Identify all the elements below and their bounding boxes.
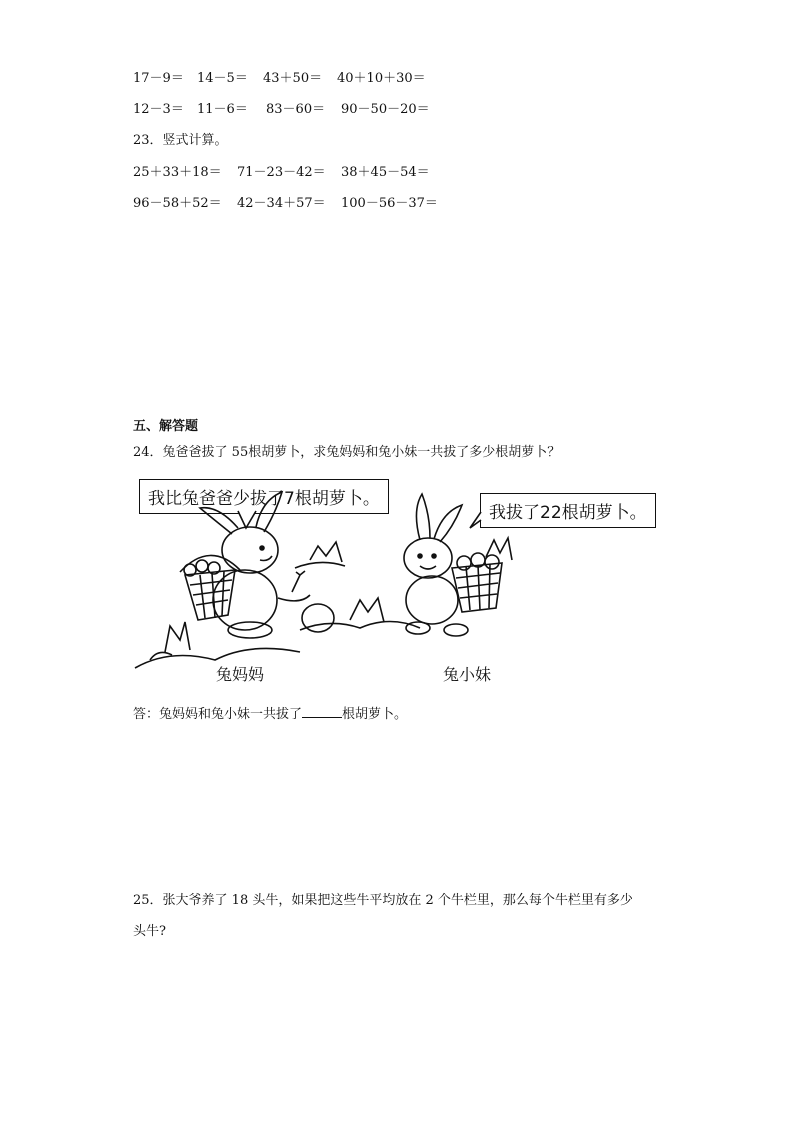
oral-problem: 12－3＝ bbox=[133, 102, 184, 117]
oral-problem: 43＋50＝ bbox=[263, 71, 323, 86]
vertical-calc-problem: 25＋33＋18＝ bbox=[133, 165, 222, 180]
answer-prefix: 答：兔妈妈和兔小妹一共拔了 bbox=[133, 707, 303, 722]
vertical-calc-problem: 96－58＋52＝ bbox=[133, 196, 222, 211]
question-25-line-1: 25．张大爷养了 18 头牛，如果把这些牛平均放在 2 个牛栏里，那么每个牛栏里有多少 bbox=[133, 893, 633, 908]
label-rabbit-mom: 兔妈妈 bbox=[216, 665, 265, 684]
question-23-title: 23．竖式计算。 bbox=[133, 133, 228, 148]
vertical-calc-problem: 71－23－42＝ bbox=[237, 165, 326, 180]
oral-problem: 14－5＝ bbox=[197, 71, 248, 86]
oral-problem: 17－9＝ bbox=[133, 71, 184, 86]
speech-bubble-sis: 我拔了22根胡萝卜。 bbox=[480, 493, 656, 528]
vertical-calc-problem: 42－34＋57＝ bbox=[237, 196, 326, 211]
section-heading: 五、解答题 bbox=[133, 419, 199, 434]
oral-problem: 11－6＝ bbox=[197, 102, 248, 117]
question-24-text: 24．兔爸爸拔了 55根胡萝卜，求兔妈妈和兔小妹一共拔了多少根胡萝卜？ bbox=[133, 445, 561, 460]
question-25-line-2: 头牛? bbox=[133, 924, 166, 939]
answer-suffix: 根胡萝卜。 bbox=[342, 707, 408, 722]
oral-problem: 83－60＝ bbox=[266, 102, 326, 117]
answer-blank[interactable] bbox=[302, 717, 342, 718]
oral-problem: 40＋10＋30＝ bbox=[337, 71, 426, 86]
vertical-calc-problem: 38＋45－54＝ bbox=[341, 165, 430, 180]
label-rabbit-sister: 兔小妹 bbox=[443, 665, 492, 684]
oral-problem: 90－50－20＝ bbox=[341, 102, 430, 117]
answer-line-24 bbox=[133, 703, 407, 722]
vertical-calc-problem: 100－56－37＝ bbox=[341, 196, 438, 211]
speech-bubble-mom: 我比兔爸爸少拔了7根胡萝卜。 bbox=[139, 479, 389, 514]
